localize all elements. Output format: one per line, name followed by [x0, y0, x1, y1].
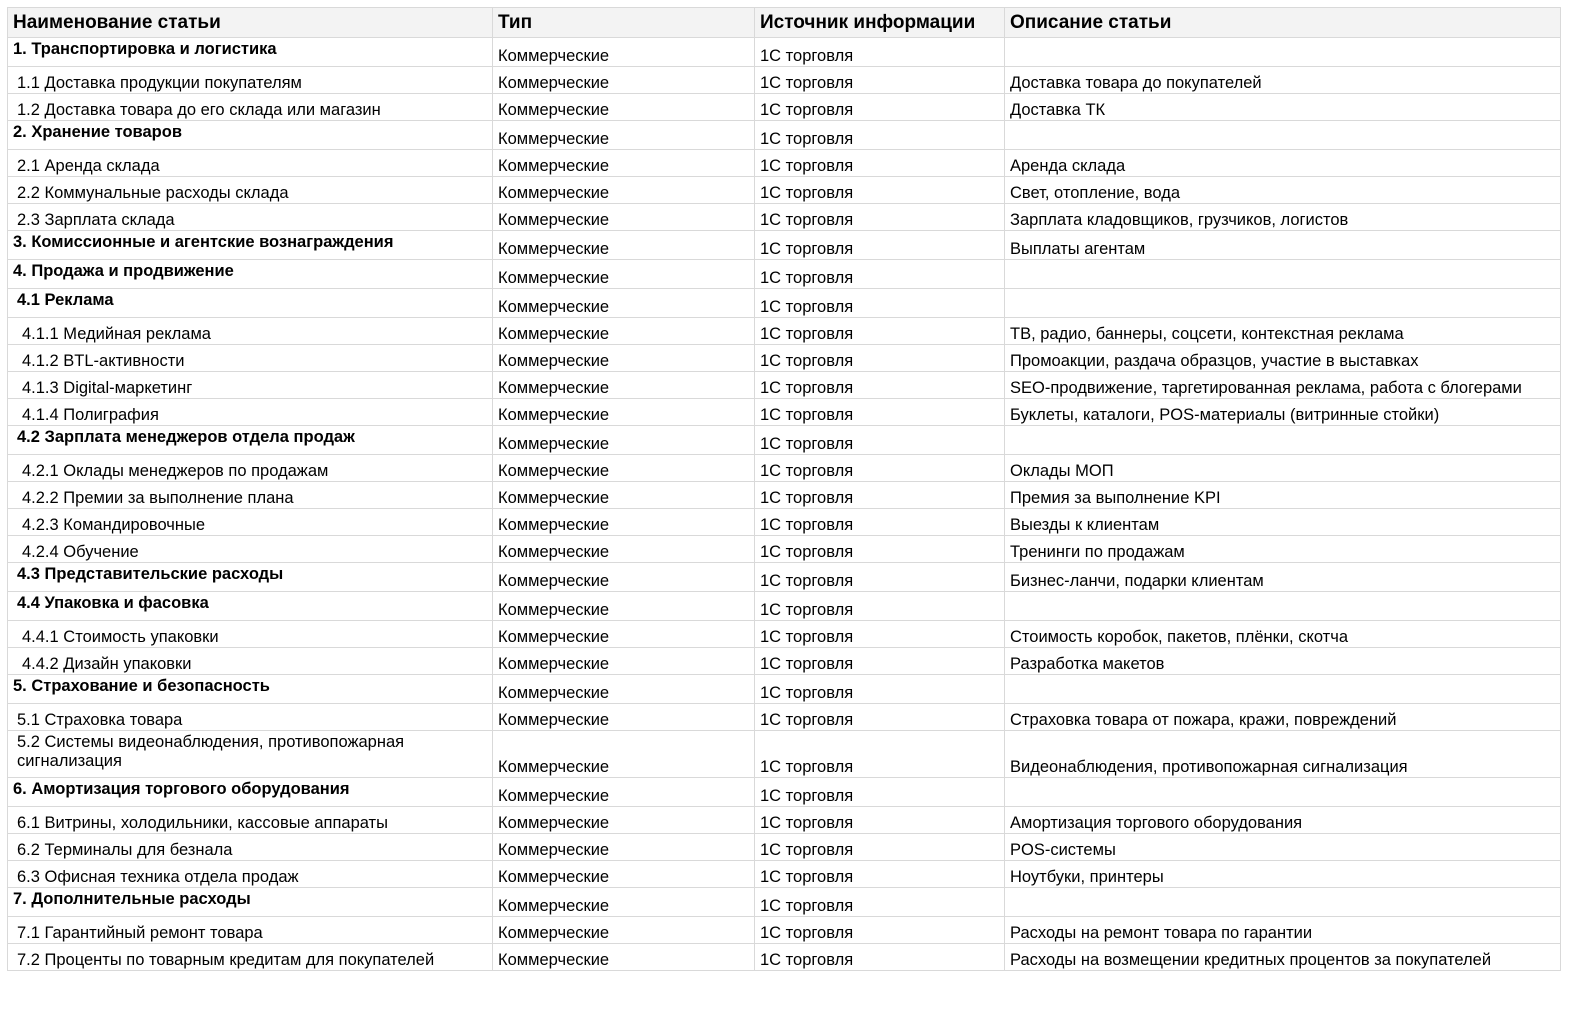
- cell-source[interactable]: 1С торговля: [755, 944, 1005, 971]
- table-row: [8, 399, 1561, 426]
- cell-type[interactable]: Коммерческие: [493, 917, 755, 944]
- table-row: [8, 426, 1561, 455]
- expense-items-table: [7, 7, 1561, 971]
- cell-source[interactable]: 1С торговля: [755, 731, 1005, 778]
- cell-type[interactable]: Коммерческие: [493, 621, 755, 648]
- cell-name[interactable]: 1.1 Доставка продукции покупателям: [8, 67, 493, 94]
- header-type[interactable]: Тип: [493, 8, 755, 38]
- cell-type[interactable]: Коммерческие: [493, 944, 755, 971]
- cell-source[interactable]: 1С торговля: [755, 204, 1005, 231]
- cell-type[interactable]: Коммерческие: [493, 778, 755, 807]
- cell-source[interactable]: 1С торговля: [755, 563, 1005, 592]
- cell-description[interactable]: Расходы на возмещении кредитных процентов за покупателей: [1005, 944, 1561, 971]
- table-row: [8, 372, 1561, 399]
- cell-source[interactable]: 1С торговля: [755, 345, 1005, 372]
- cell-description[interactable]: Промоакции, раздача образцов, участие в выставках: [1005, 345, 1561, 372]
- cell-type[interactable]: Коммерческие: [493, 177, 755, 204]
- cell-type[interactable]: Коммерческие: [493, 289, 755, 318]
- table-row: [8, 648, 1561, 675]
- cell-source[interactable]: 1С торговля: [755, 704, 1005, 731]
- cell-description[interactable]: Премия за выполнение KPI: [1005, 482, 1561, 509]
- cell-description[interactable]: Стоимость коробок, пакетов, плёнки, скотча: [1005, 621, 1561, 648]
- cell-name[interactable]: 4. Продажа и продвижение: [8, 260, 493, 289]
- cell-source[interactable]: 1С торговля: [755, 455, 1005, 482]
- cell-description[interactable]: [1005, 121, 1561, 150]
- cell-type[interactable]: Коммерческие: [493, 318, 755, 345]
- cell-source[interactable]: 1С торговля: [755, 648, 1005, 675]
- cell-type[interactable]: Коммерческие: [493, 231, 755, 260]
- table-row: [8, 177, 1561, 204]
- cell-name[interactable]: 4.4.2 Дизайн упаковки: [8, 648, 493, 675]
- cell-type[interactable]: Коммерческие: [493, 563, 755, 592]
- cell-source[interactable]: 1С торговля: [755, 67, 1005, 94]
- cell-source[interactable]: 1С торговля: [755, 888, 1005, 917]
- table-row: [8, 455, 1561, 482]
- cell-type[interactable]: Коммерческие: [493, 888, 755, 917]
- cell-type[interactable]: Коммерческие: [493, 861, 755, 888]
- cell-description[interactable]: Расходы на ремонт товара по гарантии: [1005, 917, 1561, 944]
- cell-type[interactable]: Коммерческие: [493, 834, 755, 861]
- table-row: [8, 231, 1561, 260]
- cell-type[interactable]: Коммерческие: [493, 150, 755, 177]
- table-row: [8, 121, 1561, 150]
- table-body: [8, 38, 1561, 971]
- cell-description[interactable]: [1005, 426, 1561, 455]
- cell-type[interactable]: Коммерческие: [493, 648, 755, 675]
- cell-name[interactable]: 4.2.3 Командировочные: [8, 509, 493, 536]
- cell-source[interactable]: 1С торговля: [755, 482, 1005, 509]
- cell-name[interactable]: 5.1 Страховка товара: [8, 704, 493, 731]
- cell-description[interactable]: Оклады МОП: [1005, 455, 1561, 482]
- table-row: [8, 944, 1561, 971]
- table-row: [8, 592, 1561, 621]
- cell-source[interactable]: 1С торговля: [755, 150, 1005, 177]
- cell-description[interactable]: Ноутбуки, принтеры: [1005, 861, 1561, 888]
- cell-description[interactable]: Доставка ТК: [1005, 94, 1561, 121]
- table-row: [8, 834, 1561, 861]
- cell-type[interactable]: Коммерческие: [493, 731, 755, 778]
- cell-type[interactable]: Коммерческие: [493, 94, 755, 121]
- table-row: [8, 917, 1561, 944]
- cell-source[interactable]: 1С торговля: [755, 807, 1005, 834]
- cell-description[interactable]: Амортизация торгового оборудования: [1005, 807, 1561, 834]
- cell-source[interactable]: 1С торговля: [755, 917, 1005, 944]
- header-description[interactable]: Описание статьи: [1005, 8, 1561, 38]
- cell-source[interactable]: 1С торговля: [755, 121, 1005, 150]
- cell-type[interactable]: Коммерческие: [493, 704, 755, 731]
- cell-source[interactable]: 1С торговля: [755, 260, 1005, 289]
- cell-source[interactable]: 1С торговля: [755, 38, 1005, 67]
- table-row: [8, 563, 1561, 592]
- table-row: [8, 482, 1561, 509]
- cell-source[interactable]: 1С торговля: [755, 536, 1005, 563]
- cell-source[interactable]: 1С торговля: [755, 177, 1005, 204]
- table-row: [8, 94, 1561, 121]
- cell-source[interactable]: 1С торговля: [755, 861, 1005, 888]
- cell-source[interactable]: 1С торговля: [755, 289, 1005, 318]
- cell-name[interactable]: 4.1.4 Полиграфия: [8, 399, 493, 426]
- cell-name[interactable]: 6.3 Офисная техника отдела продаж: [8, 861, 493, 888]
- cell-name[interactable]: 4.2.1 Оклады менеджеров по продажам: [8, 455, 493, 482]
- cell-name[interactable]: 4.3 Представительские расходы: [8, 563, 493, 592]
- header-source[interactable]: Источник информации: [755, 8, 1005, 38]
- cell-name[interactable]: 7.2 Проценты по товарным кредитам для покупателей: [8, 944, 493, 971]
- cell-type[interactable]: Коммерческие: [493, 204, 755, 231]
- cell-type[interactable]: Коммерческие: [493, 345, 755, 372]
- cell-name[interactable]: 2.2 Коммунальные расходы склада: [8, 177, 493, 204]
- cell-source[interactable]: 1С торговля: [755, 94, 1005, 121]
- table-row: [8, 38, 1561, 67]
- cell-description[interactable]: Доставка товара до покупателей: [1005, 67, 1561, 94]
- header-name[interactable]: Наименование статьи: [8, 8, 493, 38]
- cell-description[interactable]: Страховка товара от пожара, кражи, повреждений: [1005, 704, 1561, 731]
- cell-description[interactable]: [1005, 888, 1561, 917]
- cell-type[interactable]: Коммерческие: [493, 372, 755, 399]
- cell-description[interactable]: Разработка макетов: [1005, 648, 1561, 675]
- cell-description[interactable]: SEO-продвижение, таргетированная реклама, работа с блогерами: [1005, 372, 1561, 399]
- table-row: [8, 704, 1561, 731]
- cell-description[interactable]: Видеонаблюдения, противопожарная сигнализация: [1005, 731, 1561, 778]
- table-row: [8, 509, 1561, 536]
- cell-name[interactable]: 1. Транспортировка и логистика: [8, 38, 493, 67]
- cell-type[interactable]: Коммерческие: [493, 399, 755, 426]
- cell-name[interactable]: 4.2 Зарплата менеджеров отдела продаж: [8, 426, 493, 455]
- cell-description[interactable]: Зарплата кладовщиков, грузчиков, логистов: [1005, 204, 1561, 231]
- table-row: [8, 345, 1561, 372]
- cell-name[interactable]: 6.1 Витрины, холодильники, кассовые аппараты: [8, 807, 493, 834]
- cell-type[interactable]: Коммерческие: [493, 482, 755, 509]
- table-row: [8, 318, 1561, 345]
- table-row: [8, 150, 1561, 177]
- cell-type[interactable]: Коммерческие: [493, 67, 755, 94]
- table-row: [8, 675, 1561, 704]
- cell-name[interactable]: 6.2 Терминалы для безнала: [8, 834, 493, 861]
- cell-description[interactable]: [1005, 778, 1561, 807]
- cell-name[interactable]: 1.2 Доставка товара до его склада или магазин: [8, 94, 493, 121]
- cell-type[interactable]: Коммерческие: [493, 536, 755, 563]
- table-row: [8, 204, 1561, 231]
- cell-description[interactable]: Тренинги по продажам: [1005, 536, 1561, 563]
- cell-name[interactable]: 4.4 Упаковка и фасовка: [8, 592, 493, 621]
- cell-description[interactable]: [1005, 38, 1561, 67]
- cell-source[interactable]: 1С торговля: [755, 372, 1005, 399]
- cell-name[interactable]: 2.3 Зарплата склада: [8, 204, 493, 231]
- cell-type[interactable]: Коммерческие: [493, 592, 755, 621]
- cell-name[interactable]: 4.4.1 Стоимость упаковки: [8, 621, 493, 648]
- cell-source[interactable]: 1С торговля: [755, 621, 1005, 648]
- cell-description[interactable]: Выезды к клиентам: [1005, 509, 1561, 536]
- table-row: [8, 888, 1561, 917]
- cell-description[interactable]: ТВ, радио, баннеры, соцсети, контекстная реклама: [1005, 318, 1561, 345]
- cell-source[interactable]: 1С торговля: [755, 426, 1005, 455]
- cell-name[interactable]: 4.1 Реклама: [8, 289, 493, 318]
- table-row: [8, 807, 1561, 834]
- table-row: [8, 861, 1561, 888]
- cell-description[interactable]: Аренда склада: [1005, 150, 1561, 177]
- cell-name[interactable]: 7. Дополнительные расходы: [8, 888, 493, 917]
- cell-description[interactable]: [1005, 675, 1561, 704]
- cell-source[interactable]: 1С торговля: [755, 592, 1005, 621]
- cell-type[interactable]: Коммерческие: [493, 426, 755, 455]
- cell-description[interactable]: Бизнес-ланчи, подарки клиентам: [1005, 563, 1561, 592]
- cell-source[interactable]: 1С торговля: [755, 675, 1005, 704]
- cell-name[interactable]: 5. Страхование и безопасность: [8, 675, 493, 704]
- cell-description[interactable]: [1005, 289, 1561, 318]
- cell-name[interactable]: 4.1.2 BTL-активности: [8, 345, 493, 372]
- cell-description[interactable]: POS-системы: [1005, 834, 1561, 861]
- cell-description[interactable]: Свет, отопление, вода: [1005, 177, 1561, 204]
- cell-description[interactable]: Буклеты, каталоги, POS-материалы (витринные стойки): [1005, 399, 1561, 426]
- table-row: [8, 621, 1561, 648]
- table-row: [8, 731, 1561, 778]
- cell-source[interactable]: 1С торговля: [755, 778, 1005, 807]
- cell-name[interactable]: 5.2 Системы видеонаблюдения, противопожарная сигнализация: [8, 731, 493, 778]
- cell-name[interactable]: 2.1 Аренда склада: [8, 150, 493, 177]
- table-row: [8, 67, 1561, 94]
- cell-name[interactable]: 2. Хранение товаров: [8, 121, 493, 150]
- cell-type[interactable]: Коммерческие: [493, 509, 755, 536]
- cell-type[interactable]: Коммерческие: [493, 260, 755, 289]
- cell-name[interactable]: 4.1.1 Медийная реклама: [8, 318, 493, 345]
- cell-type[interactable]: Коммерческие: [493, 455, 755, 482]
- cell-source[interactable]: 1С торговля: [755, 399, 1005, 426]
- cell-description[interactable]: [1005, 260, 1561, 289]
- cell-name[interactable]: 3. Комиссионные и агентские вознаграждения: [8, 231, 493, 260]
- cell-description[interactable]: [1005, 592, 1561, 621]
- table-row: [8, 289, 1561, 318]
- cell-name[interactable]: 7.1 Гарантийный ремонт товара: [8, 917, 493, 944]
- table-row: [8, 778, 1561, 807]
- table-row: [8, 536, 1561, 563]
- cell-name[interactable]: 6. Амортизация торгового оборудования: [8, 778, 493, 807]
- cell-source[interactable]: 1С торговля: [755, 834, 1005, 861]
- table-row: [8, 260, 1561, 289]
- cell-name[interactable]: 4.2.2 Премии за выполнение плана: [8, 482, 493, 509]
- cell-description[interactable]: Выплаты агентам: [1005, 231, 1561, 260]
- cell-source[interactable]: 1С торговля: [755, 231, 1005, 260]
- cell-type[interactable]: Коммерческие: [493, 807, 755, 834]
- cell-name[interactable]: 4.1.3 Digital-маркетинг: [8, 372, 493, 399]
- header-row: [8, 8, 1561, 38]
- cell-type[interactable]: Коммерческие: [493, 38, 755, 67]
- cell-source[interactable]: 1С торговля: [755, 509, 1005, 536]
- cell-source[interactable]: 1С торговля: [755, 318, 1005, 345]
- cell-name[interactable]: 4.2.4 Обучение: [8, 536, 493, 563]
- cell-type[interactable]: Коммерческие: [493, 121, 755, 150]
- cell-type[interactable]: Коммерческие: [493, 675, 755, 704]
